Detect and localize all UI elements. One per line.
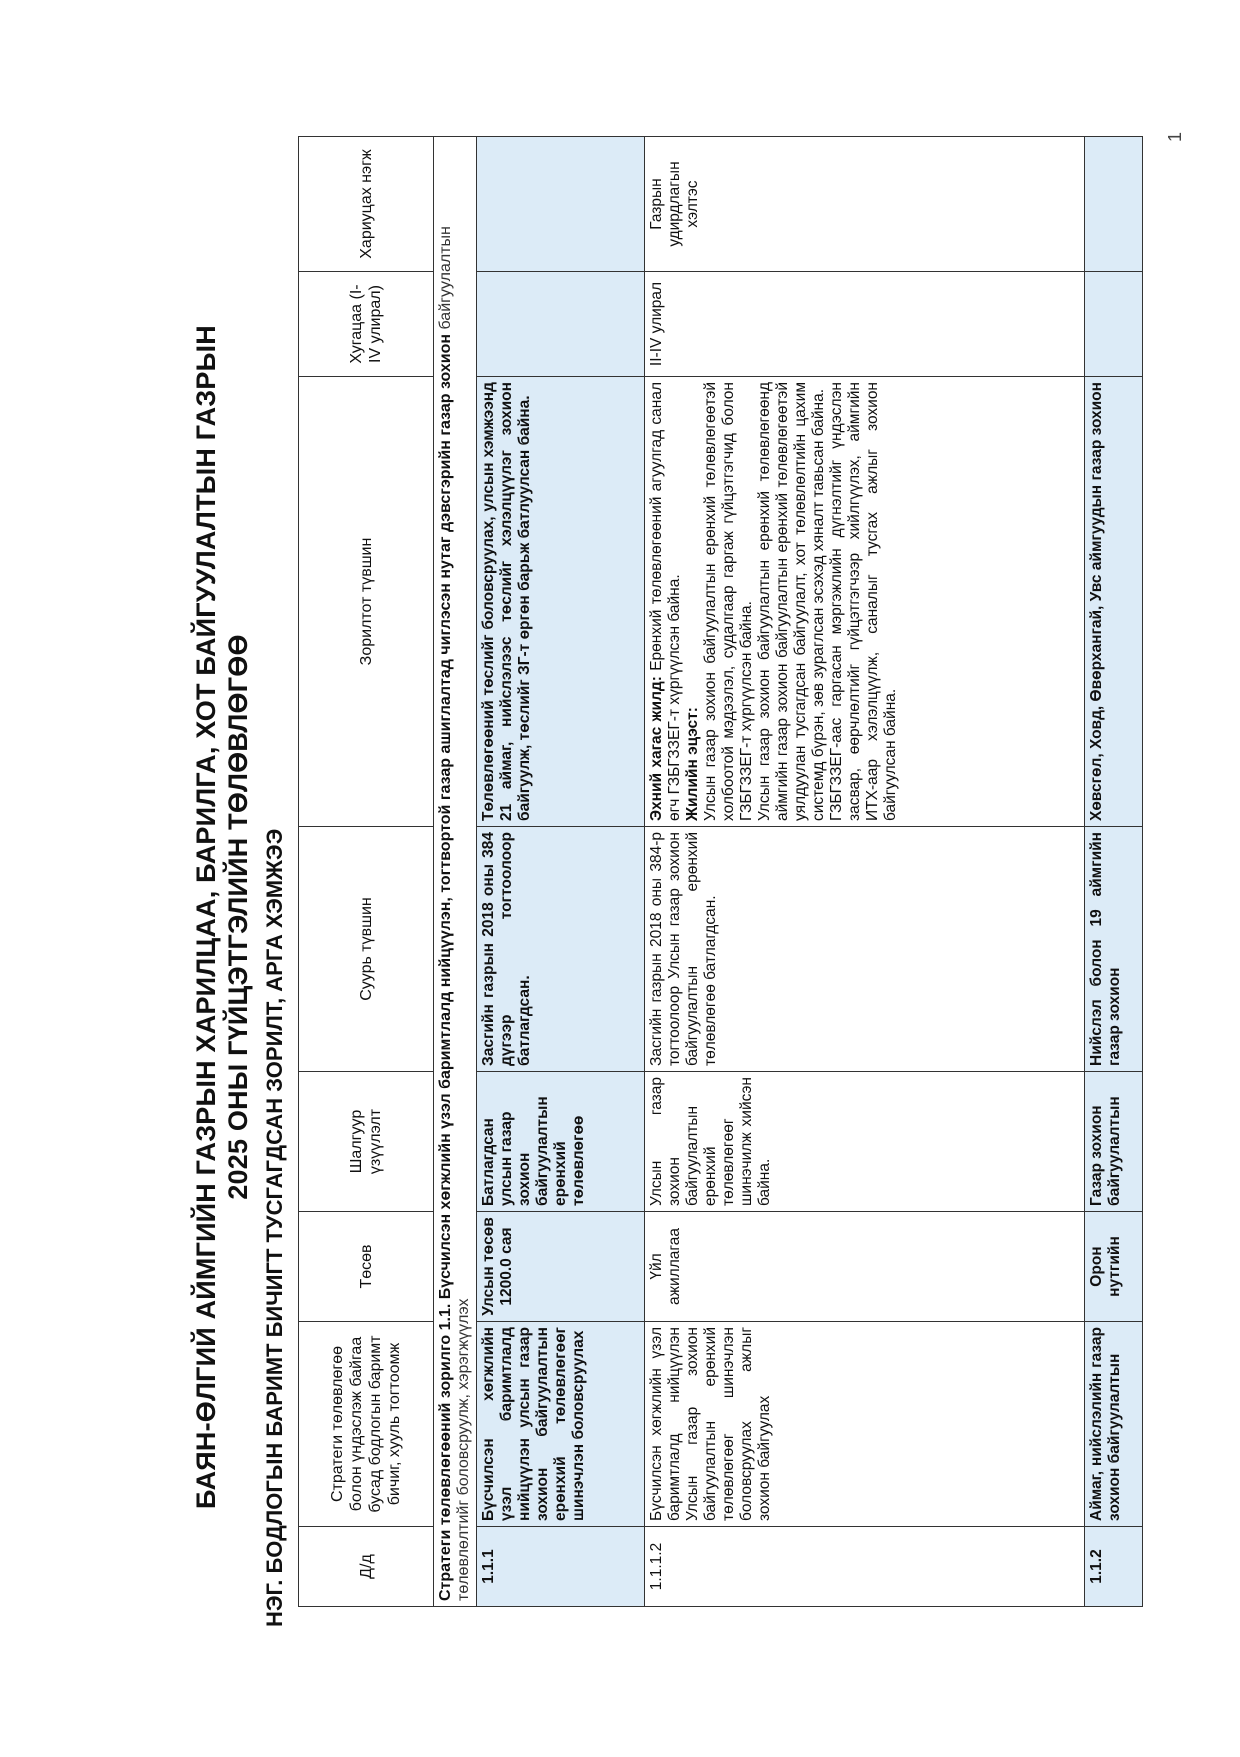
row-criteria: Батлагдсан улсын газар зохион байгуулалтын ерөнхий төлөвлөгөө (477, 1072, 645, 1212)
header-strategy: Стратеги төлөвлөгөө болон үндэслэж байгаа бусад бодлогын баримт бичиг, хууль тогтоомж (299, 1322, 434, 1527)
row-deadline: II-IV улирал (645, 272, 1085, 377)
table-row (1085, 137, 1143, 1607)
table-row (645, 137, 1085, 1607)
row-target: Төлөвлөгөөний төслийг боловсруулах, улсын хэмжээнд 21 аймаг, нийслэлээс төслийг хэлэлцүүлэг зохион байгуулж, төслийг ЗГ-т өргөн барьж батлуулсан байна. (477, 377, 645, 827)
row-responsible: Газрын удирдлагын хэлтэс (645, 137, 1085, 272)
header-target: Зорилтот түвшин (299, 377, 434, 827)
page-number: 1 (1165, 131, 1185, 142)
header-deadline: Хугацаа (I-IV улирал) (299, 272, 434, 377)
row-no: 1.1.1.2 (645, 1527, 1085, 1607)
row-strategy: Бүсчилсэн хөгжлийн үзэл баримтлалд нийцүүлэн улсын газар зохион байгуулалтын ерөнхий төлөвлөгөөг шинэчлэн боловсруулах (477, 1322, 645, 1527)
row-responsible (477, 137, 645, 272)
table-header-row (299, 137, 434, 1607)
row-deadline (1085, 272, 1143, 377)
document-title (190, 167, 254, 1667)
row-strategy: Бүсчилсэн хөгжлийн үзэл баримтлалд нийцүүлэн Улсын газар зохион байгуулалтын ерөнхий төлөвлөгөөг шинэчлэн боловсруулах ажлыг зохион байгуулах (645, 1322, 1085, 1527)
plan-table (298, 136, 1143, 1607)
target-paragraph-4: ГЗБГЗЗЕГ-аас гаргасан мэргэжлийн дүгнэлтийг үндэслэн засвар, өөрчлөлтийг гүйцэтгэгчээр хийлгүүлэх, аймгийн ИТХ-аар хэлэлцүүлж, саналыг тусгах ажлыг зохион байгуулсан байна. (828, 382, 899, 821)
strategy-goal-rest: байгуулалтын төлөвлөлтийг боловсруулж, хэрэгжүүлэх (437, 226, 472, 1601)
row-target: Хөвсгөл, Ховд, Өвөрхангай, Увс аймгуудын газар зохион (1085, 377, 1143, 827)
row-criteria: Газар зохион байгуулалтын (1085, 1072, 1143, 1212)
row-deadline (477, 272, 645, 377)
row-target (645, 377, 1085, 827)
header-responsible: Хариуцах нэгж (299, 137, 434, 272)
target-paragraph-1: Ерөнхий төлөвлөгөөний агуулгад санал өгч ГЗБГЗЗЕГ-т хүргүүлсэн байна. (648, 381, 683, 821)
target-lead-year-end: Жилийн эцэст: (684, 707, 701, 821)
table-row (477, 137, 645, 1607)
row-baseline: Засгийн газрын 2018 оны 384-р тогтоолоор Улсын газар зохион байгуулалтын ерөнхий төлөвлөгөө батлагдсан. (645, 827, 1085, 1072)
strategy-goal-bold: Стратеги төлөвлөгөөний зорилго 1.1. Бүсчилсэн хөгжлийн үзэл баримтлалд нийцүүлэн, тогтвортой газар ашиглалтад чиглэсэн нутаг дэвсгэрийн газар зохион (437, 333, 454, 1601)
header-budget: Төсөв (299, 1212, 434, 1322)
row-responsible (1085, 137, 1143, 272)
row-budget: Орон нутгийн (1085, 1212, 1143, 1322)
row-no: 1.1.1 (477, 1527, 645, 1607)
title-line-1: БАЯН-ӨЛГИЙ АЙМГИЙН ГАЗРЫН ХАРИЛЦАА, БАРИЛГА, ХОТ БАЙГУУЛАЛТЫН ГАЗРЫН (191, 325, 221, 1509)
row-strategy: Аймаг, нийслэлийн газар зохион байгуулалтын (1085, 1322, 1143, 1527)
header-criteria: Шалгуур үзүүлэлт (299, 1072, 434, 1212)
row-budget: Улсын төсөв 1200.0 сая (477, 1212, 645, 1322)
strategy-goal-row (434, 137, 477, 1607)
title-line-2: 2025 ОНЫ ГҮЙЦЭТГЭЛИЙН ТӨЛӨВЛӨГӨӨ (223, 634, 253, 1200)
row-baseline: Нийслэл болон 19 аймгийн газар зохион (1085, 827, 1143, 1072)
row-no: 1.1.2 (1085, 1527, 1143, 1607)
row-baseline: Засгийн газрын 2018 оны 384 дүгээр тогтоолоор батлагдсан. (477, 827, 645, 1072)
target-paragraph-2: Улсын газар зохион байгуулалтын ерөнхий төлөвлөгөөтэй холбоотой мэдээлэл, судалгаар гаргаж гүйцэтгэгчид болон ГЗБГЗЗЕГ-т хүргүүлсэн байна. (702, 382, 755, 821)
section-title: НЭГ. БОДЛОГЫН БАРИМТ БИЧИГТ ТУСГАГДСАН ЗОРИЛТ, АРГА ХЭМЖЭЭ (262, 828, 287, 1627)
header-no: Д/д (299, 1527, 434, 1607)
target-paragraph-3: Улсын газар зохион байгуулалтын ерөнхий төлөвлөгөөнд аймгийн газар зохион байгуулалтын ерөнхий төлөвлөгөөтэй уялдуулан тусгагдсан байгуулалт, хот төлөвлөлтийн цахим системд бүрэн, зөв зураглсан эсэхэд хяналт тавьсан байна. (756, 382, 827, 821)
strategy-goal-cell (434, 137, 477, 1607)
row-criteria: Улсын газар зохион байгуулалтын ерөнхий төлөвлөгөөг шинэчилж хийсэн байна. (645, 1072, 1085, 1212)
header-baseline: Суурь түвшин (299, 827, 434, 1072)
target-lead-half-year: Эхний хагас жилд: (648, 676, 665, 821)
row-budget: Үйл ажиллагаа (645, 1212, 1085, 1322)
